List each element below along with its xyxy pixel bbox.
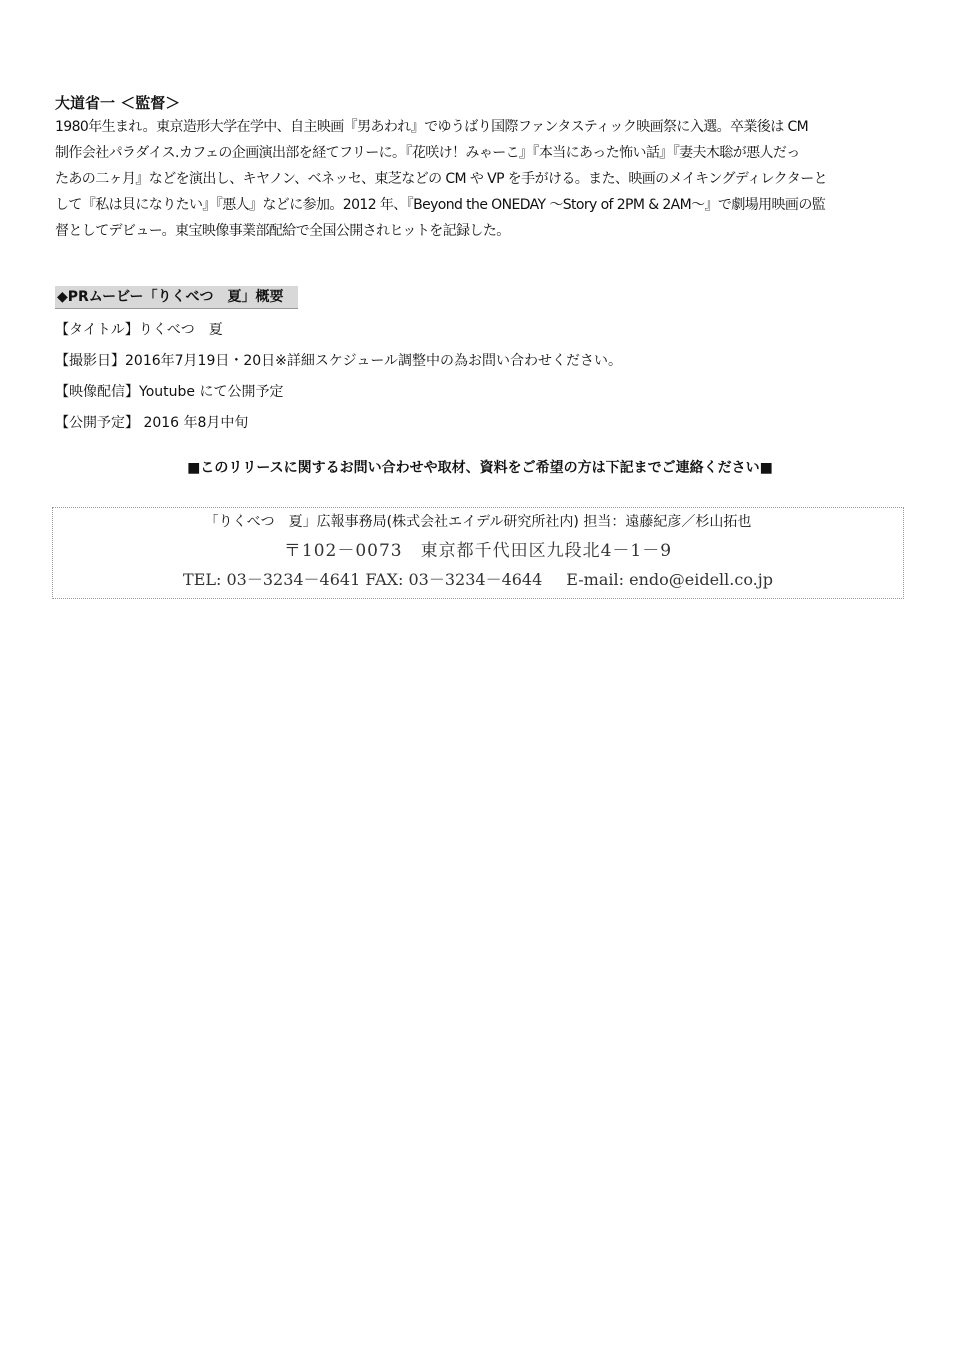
contact-box — [52, 507, 904, 599]
contact-tel-fax: TEL: 03－3234－4641 FAX: 03－3234－4644 — [183, 570, 543, 589]
director-heading: 大道省一 ＜監督＞ — [55, 94, 181, 112]
overview-title-item: 【タイトル】りくべつ 夏 — [55, 322, 223, 338]
director-bio-line: して『私は貝になりたい』『悪人』などに参加。2012 年、『Beyond the ONEDAY 〜Story of 2PM & 2AM〜』で劇場用映画の監 — [55, 197, 826, 213]
overview-distribution-item: 【映像配信】Youtube にて公開予定 — [55, 384, 284, 400]
contact-phone-line — [53, 569, 903, 591]
director-bio-line: 督としてデビュー。東宝映像事業部配給で全国公開されヒットを記録した。 — [55, 223, 510, 239]
overview-shooting-date-item: 【撮影日】2016年7月19日・20日※詳細スケジュール調整中の為お問い合わせください。 — [55, 353, 623, 369]
pr-movie-overview — [55, 286, 915, 433]
overview-heading: ◆PRムービー「りくべつ 夏」概要 — [55, 286, 298, 309]
director-bio-line: 1980年生まれ。東京造形大学在学中、自主映画『男あわれ』でゆうばり国際ファンタスティック映画祭に入選。卒業後は CM — [55, 119, 809, 135]
director-bio-line: 制作会社パラダイス.カフェの企画演出部を経てフリーに。『花咲け！みゃーこ』『本当にあった怖い話』『妻夫木聡が悪人だっ — [55, 145, 800, 161]
contact-email-link[interactable]: E-mail: endo@eidell.co.jp — [566, 570, 773, 589]
contact-note: ■このリリースに関するお問い合わせや取材、資料をご希望の方は下記までご連絡ください■ — [187, 460, 773, 476]
overview-release-item: 【公開予定】 2016 年8月中旬 — [55, 415, 249, 431]
director-bio-line: たあの二ヶ月』などを演出し、キヤノン、ベネッセ、東芝などの CM や VP を手がける。また、映画のメイキングディレクターと — [55, 171, 827, 187]
director-profile — [55, 92, 905, 244]
contact-office: 「りくべつ 夏」広報事務局(株式会社エイデル研究所社内) 担当：遠藤紀彦／杉山拓也 — [204, 514, 752, 530]
contact-address: 〒102－0073 東京都千代田区九段北4－1－9 — [283, 541, 673, 561]
